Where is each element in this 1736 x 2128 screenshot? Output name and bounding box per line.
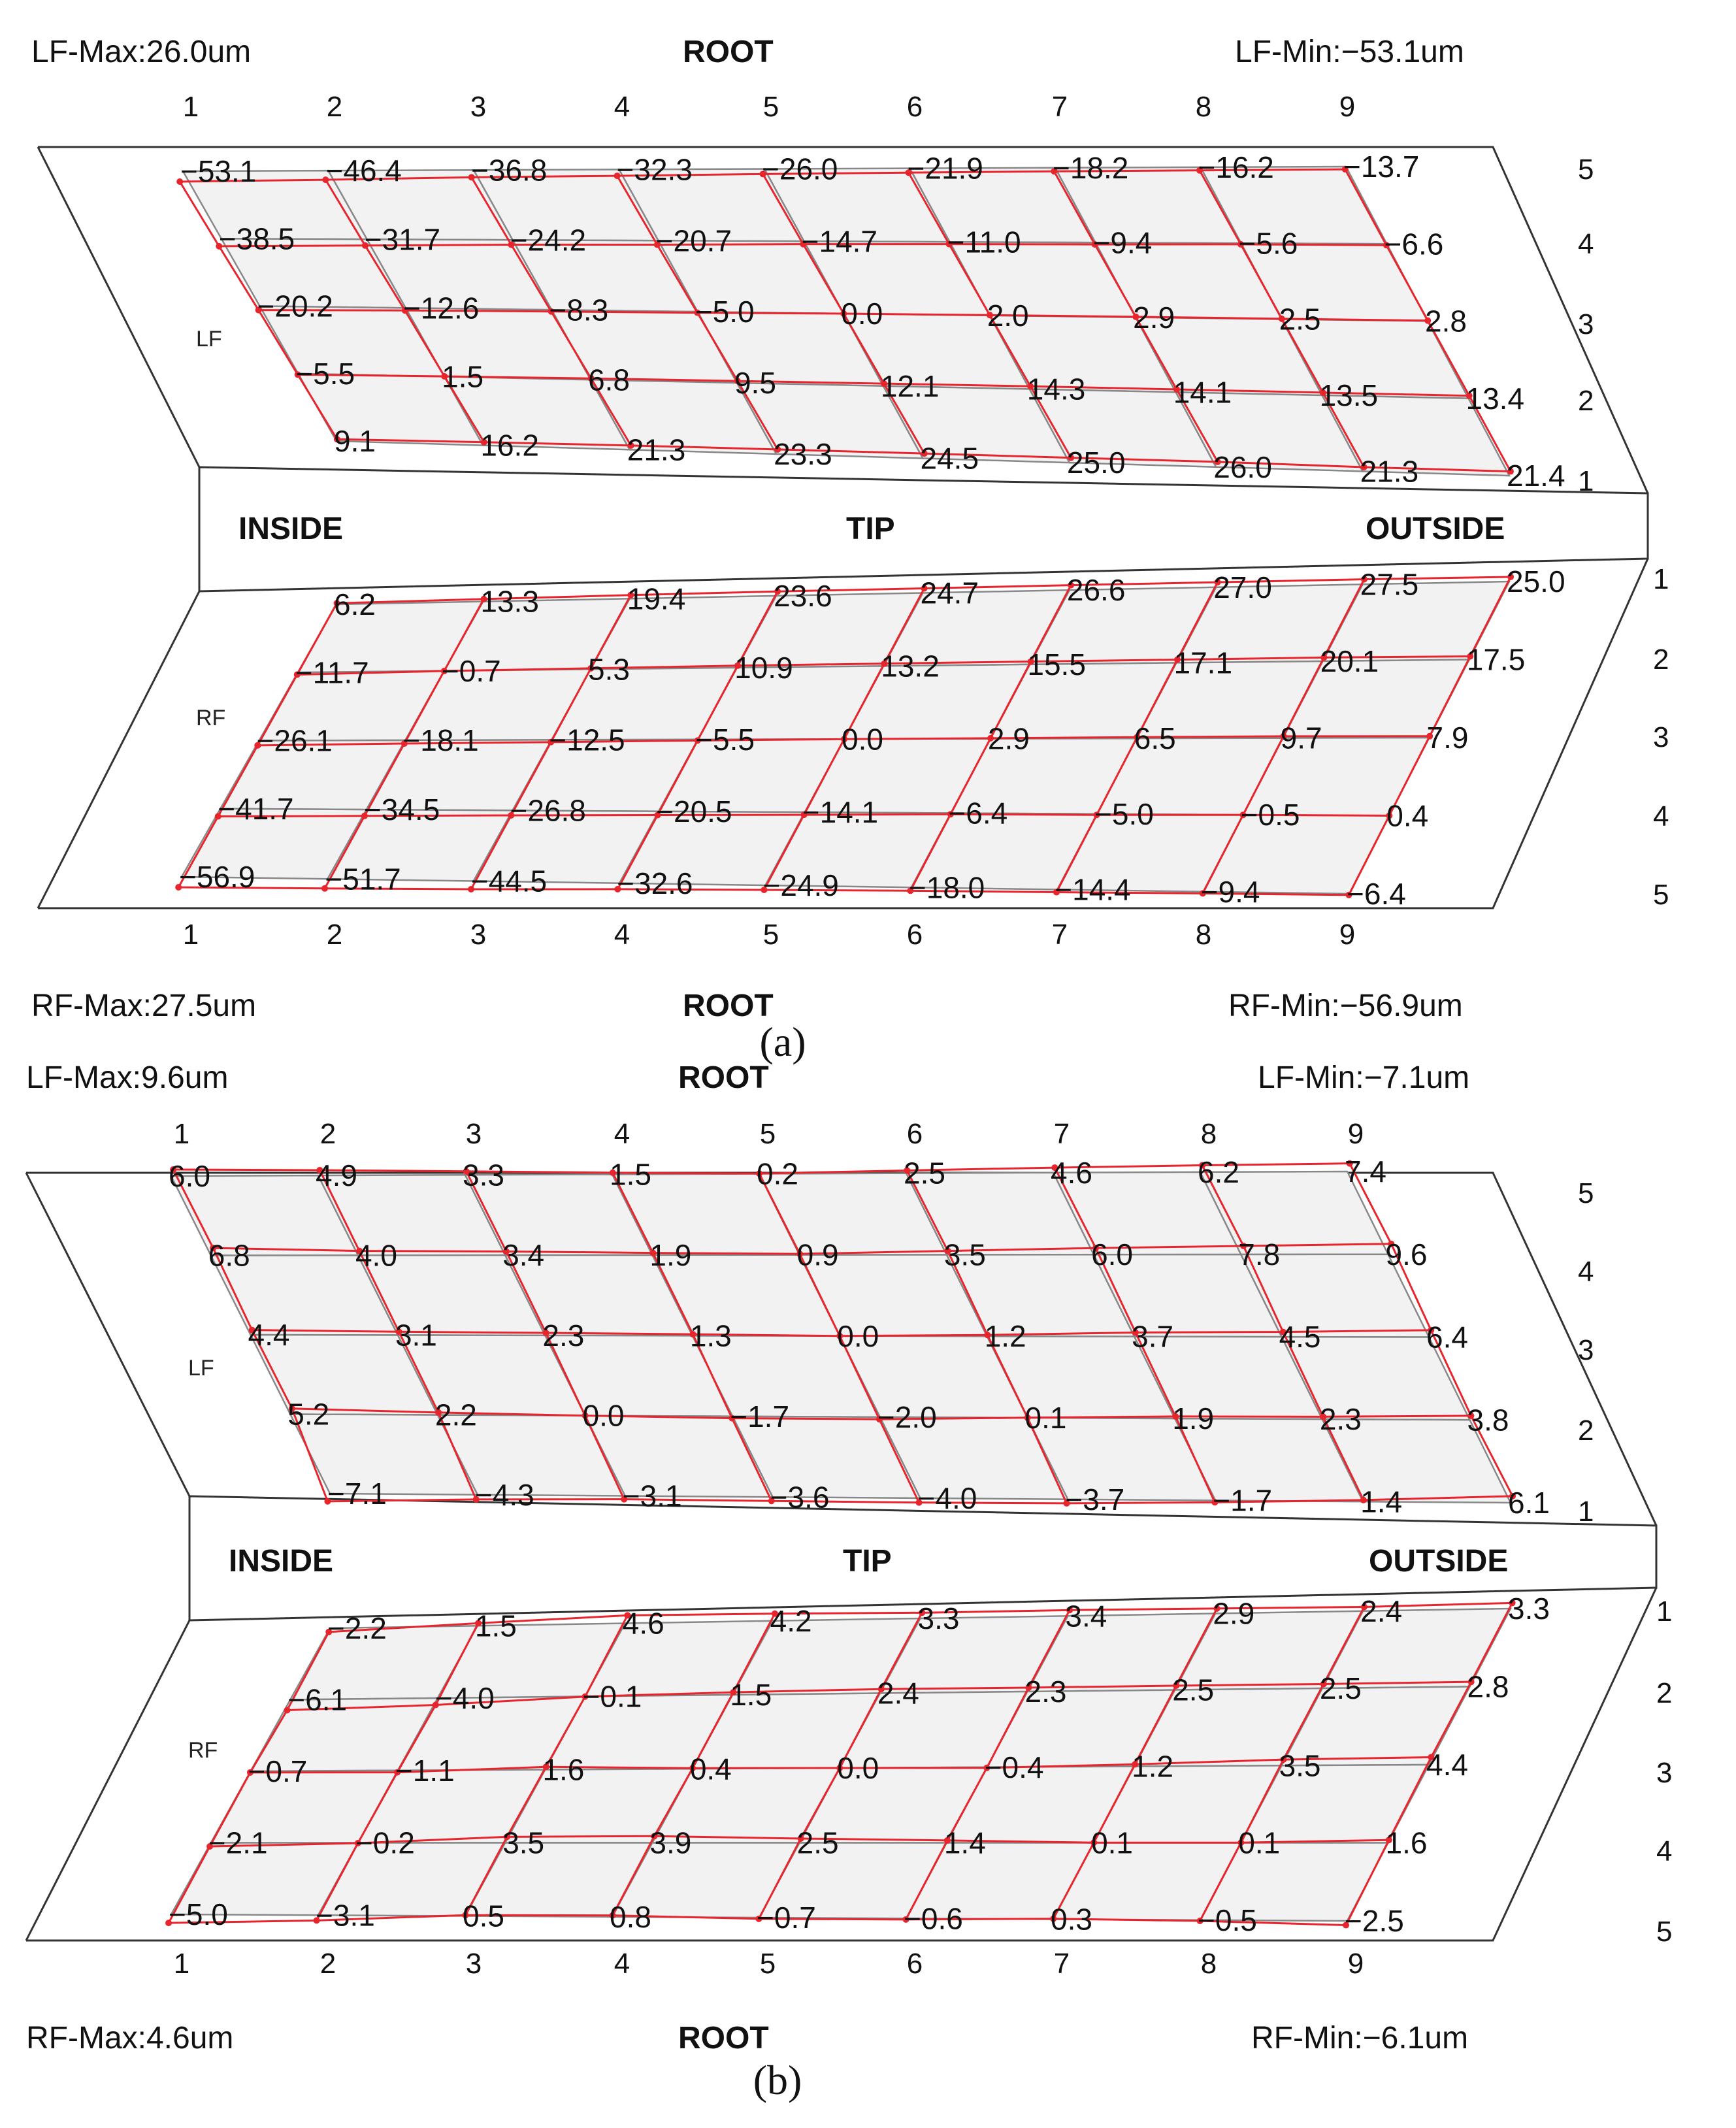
column-number-top: 7 (1053, 1118, 1070, 1150)
panel-a-lf-value-label: 1.5 (442, 359, 484, 394)
panel-a-rf-value-label: −44.5 (470, 864, 548, 898)
panel-b-lf-value-label: 1.4 (1360, 1484, 1403, 1519)
panel-b-rf-value-label: 0.1 (1091, 1825, 1134, 1860)
panel-a-lf-value-label: −18.2 (1053, 150, 1129, 185)
panel-b-rf-value-label: 1.5 (474, 1609, 517, 1643)
panel-a-rf-value-label: −0.7 (441, 653, 501, 688)
panel-a-rf-label: RF (196, 706, 226, 730)
panel-b-rf-value-label: 3.9 (649, 1825, 692, 1860)
column-number-top: 8 (1195, 91, 1212, 123)
panel-b-caption: (b) (753, 2057, 802, 2103)
panel-b-rf-value-label: −2.2 (327, 1611, 387, 1645)
panel-a-rf-value-label: 27.0 (1213, 570, 1272, 604)
panel-b-lf-value-label: −7.1 (327, 1477, 387, 1511)
column-number-bottom: 9 (1347, 1948, 1364, 1980)
lf-row-number: 2 (1578, 1415, 1594, 1447)
lf-row-number: 1 (1578, 1496, 1594, 1528)
panel-b-lf-value-label: 0.9 (796, 1237, 839, 1272)
panel-a-rf-value-label: 0.0 (842, 722, 883, 757)
rf-row-number: 3 (1656, 1757, 1673, 1789)
panel-b-rf-value-label: 3.3 (1508, 1592, 1550, 1626)
panel-a-lf-value-label: −12.6 (402, 291, 480, 325)
panel-a-lf-grid (176, 150, 1565, 493)
panel-a-rf-value-label: −32.6 (617, 866, 693, 900)
lf-row-number: 4 (1578, 228, 1594, 260)
panel-b-rf-value-label: 1.6 (1385, 1825, 1428, 1860)
panel-a-lf-value-label: −8.3 (549, 293, 609, 327)
rf-row-number: 4 (1653, 800, 1669, 832)
column-number-bottom: 3 (470, 919, 487, 951)
panel-b-rf-value-label: 1.6 (542, 1752, 585, 1787)
panel-a-lf-max: LF-Max:26.0um (31, 35, 252, 69)
panel-b-lf-value-label: 0.1 (1024, 1400, 1067, 1435)
panel-b-lf-value-label: 3.3 (463, 1158, 504, 1192)
lf-row-number: 2 (1578, 385, 1594, 417)
panel-b-rf-value-label: 0.3 (1051, 1902, 1092, 1937)
panel-a-rf-value-label: −14.1 (802, 795, 879, 830)
panel-b-lf-value-label: −2.0 (877, 1400, 937, 1434)
panel-a-rf-value-label: −9.4 (1200, 874, 1260, 909)
panel-a-lf-value-label: −16.2 (1198, 150, 1274, 184)
panel-b-rf-value-label: −0.4 (984, 1750, 1044, 1784)
column-number-top: 3 (465, 1118, 482, 1150)
panel-a-band-inside: INSIDE (238, 512, 344, 546)
panel-a-lf-value-label: −11.0 (947, 225, 1021, 259)
panel-a-rf-value-label: 6.2 (334, 587, 376, 621)
panel-b-rf-value-label: −0.6 (904, 1901, 963, 1936)
panel-a-rf-value-label: −51.7 (325, 862, 401, 896)
column-number-top: 4 (614, 91, 631, 123)
panel-b-lf-grid (169, 1154, 1550, 1520)
column-number-bottom: 6 (906, 1948, 923, 1980)
panel-b-lf-value-label: 6.2 (1198, 1154, 1239, 1189)
panel-b-rf-max: RF-Max:4.6um (26, 2021, 234, 2055)
panel-a-lf-value-label: 25.0 (1066, 446, 1126, 480)
panel-b-lf-value-label: 0.2 (757, 1156, 798, 1191)
panel-a-lf-value-label: 21.3 (627, 433, 686, 467)
rf-row-number: 4 (1656, 1835, 1673, 1867)
panel-a-rf-value-label: −5.5 (695, 722, 755, 757)
panel-a-rf-value-label: −26.8 (510, 793, 586, 828)
lf-row-number: 3 (1578, 1334, 1594, 1366)
panel-a-rf-max: RF-Max:27.5um (31, 989, 257, 1023)
panel-b-lf-label: LF (188, 1356, 214, 1381)
column-number-bottom: 8 (1200, 1948, 1217, 1980)
panel-a-lf-value-label: −5.0 (695, 295, 755, 329)
column-number-bottom: 3 (465, 1948, 482, 1980)
panel-b-rf-value-label: 0.1 (1238, 1825, 1281, 1860)
column-number-bottom: 2 (319, 1948, 336, 1980)
panel-b-lf-value-label: 1.3 (689, 1318, 732, 1353)
panel-b-lf-value-label: 1.2 (984, 1319, 1026, 1354)
panel-a-rf-value-label: −24.9 (762, 868, 839, 902)
panel-b-lf-value-label: 4.6 (1051, 1155, 1092, 1190)
panel-a-lf-value-label: −9.4 (1092, 225, 1153, 260)
rf-row-number: 1 (1656, 1596, 1673, 1628)
panel-a-band-tip: TIP (846, 512, 895, 546)
panel-b-rf-min: RF-Min:−6.1um (1251, 2021, 1469, 2055)
column-number-top: 9 (1339, 91, 1356, 123)
panel-b-rf-value-label: −3.1 (316, 1898, 375, 1933)
panel-b-rf-value-label: 0.0 (837, 1751, 879, 1785)
panel-a-lf-value-label: −5.5 (295, 356, 355, 391)
panel-b-rf-value-label: 0.5 (463, 1899, 504, 1933)
panel-a-lf-value-label: 12.1 (880, 368, 940, 403)
panel-b-lf-value-label: −3.7 (1065, 1482, 1125, 1516)
panel-a-lf-value-label: 26.0 (1213, 450, 1272, 484)
panel-a-lf-value-label: −32.3 (616, 152, 693, 187)
panel-a-lf-value-label: 13.5 (1319, 378, 1379, 412)
panel-b-rf-value-label: 1.4 (943, 1825, 986, 1860)
panel-b-rf-value-label: 0.4 (689, 1752, 732, 1786)
panel-b-lf-value-label: 0.0 (837, 1318, 879, 1353)
panel-a-lf-value-label: 2.8 (1425, 304, 1467, 338)
panel-a-lf-value-label: −20.7 (655, 223, 732, 258)
column-number-bottom: 2 (326, 919, 343, 951)
column-number-bottom: 9 (1339, 919, 1356, 951)
column-number-top: 2 (326, 91, 343, 123)
panel-a-lf-label: LF (196, 327, 222, 352)
panel-a-rf-value-label: −6.4 (948, 796, 1008, 830)
panel-a-rf-value-label: 26.6 (1066, 573, 1126, 608)
panel-a-lf-value-label: 6.8 (588, 363, 631, 397)
panel-a-lf-value-label: −53.1 (180, 154, 257, 188)
panel-b-lf-value-label: 6.8 (208, 1238, 250, 1273)
panel-a (31, 35, 1669, 1065)
panel-b-lf-row-labels (1578, 1177, 1594, 1528)
panel-a-lf-min: LF-Min:−53.1um (1235, 35, 1464, 69)
panel-b-top-column-labels (174, 1118, 1364, 1150)
panel-b-rf-value-label: 2.8 (1467, 1669, 1509, 1704)
panel-b-rf-value-label: 4.4 (1426, 1748, 1468, 1782)
column-number-top: 1 (182, 91, 199, 123)
panel-b-lf-value-label: −3.6 (770, 1480, 830, 1514)
rf-row-number: 5 (1653, 879, 1669, 911)
column-number-top: 5 (762, 91, 779, 123)
panel-a-lf-value-label: 16.2 (480, 428, 539, 463)
panel-a-rf-value-label: 5.3 (588, 652, 630, 687)
panel-b (26, 1060, 1672, 2103)
panel-b-rf-value-label: −2.5 (1345, 1904, 1404, 1938)
panel-b-rf-value-label: 3.5 (1279, 1748, 1321, 1783)
panel-b-rf-value-label: 3.3 (917, 1601, 960, 1635)
lf-row-number: 1 (1578, 465, 1594, 497)
panel-a-lf-value-label: 21.3 (1360, 454, 1419, 489)
panel-b-lf-min: LF-Min:−7.1um (1258, 1060, 1470, 1095)
panel-b-lf-value-label: 3.8 (1467, 1403, 1509, 1437)
column-number-top: 9 (1347, 1118, 1364, 1150)
panel-a-rf-value-label: −14.4 (1055, 872, 1131, 907)
panel-b-rf-value-label: −0.1 (582, 1679, 642, 1714)
panel-a-rf-value-label: 17.5 (1466, 642, 1526, 677)
rf-row-number: 2 (1653, 644, 1669, 676)
panel-a-lf-value-label: 23.3 (774, 436, 832, 471)
panel-a-rf-value-label: −26.1 (256, 723, 333, 758)
rf-row-number: 5 (1656, 1916, 1673, 1948)
panel-a-rf-min: RF-Min:−56.9um (1228, 989, 1463, 1023)
panel-a-lf-value-label: −20.2 (257, 289, 333, 323)
column-number-top: 3 (470, 91, 487, 123)
panel-a-lf-value-label: −14.7 (801, 224, 878, 259)
panel-b-lf-value-label: 1.5 (610, 1157, 651, 1192)
panel-b-lf-value-label: 4.5 (1279, 1320, 1321, 1354)
panel-b-lf-value-label: −4.3 (474, 1477, 534, 1512)
panel-b-root-label-bottom: ROOT (678, 2021, 769, 2055)
panel-b-rf-value-label: −4.0 (434, 1681, 495, 1715)
panel-a-rf-value-label: 13.3 (480, 584, 539, 619)
column-number-top: 4 (614, 1118, 631, 1150)
panel-a-lf-value-label: −21.9 (907, 151, 983, 186)
panel-a-rf-value-label: −11.7 (295, 655, 369, 690)
panel-a-rf-value-label: −18.0 (908, 870, 985, 905)
panel-a-lf-value-label: 14.3 (1026, 372, 1086, 406)
panel-b-lf-value-label: 7.8 (1238, 1237, 1281, 1271)
column-number-top: 8 (1200, 1118, 1217, 1150)
panel-b-rf-value-label: −0.5 (1198, 1903, 1257, 1937)
panel-b-lf-value-label: 6.4 (1426, 1320, 1468, 1354)
column-number-bottom: 4 (614, 919, 631, 951)
lf-row-number: 5 (1578, 154, 1594, 186)
panel-b-lf-value-label: 3.1 (395, 1318, 437, 1352)
panel-a-rf-row-labels (1653, 563, 1669, 911)
panel-a-bottom-column-labels (183, 919, 1355, 951)
column-number-top: 7 (1051, 91, 1068, 123)
panel-a-rf-value-label: 2.9 (987, 721, 1030, 756)
panel-a-caption: (a) (759, 1019, 806, 1065)
panel-a-lf-value-label: 9.5 (734, 366, 776, 400)
panel-b-lf-value-label: 4.0 (355, 1238, 397, 1273)
panel-b-rf-value-label: 2.4 (877, 1676, 919, 1711)
panel-a-rf-value-label: 10.9 (734, 650, 793, 685)
panel-a-lf-value-label: 21.4 (1507, 459, 1565, 493)
panel-a-rf-value-label: −5.0 (1094, 796, 1154, 831)
panel-a-top-column-labels (183, 91, 1355, 123)
panel-a-rf-value-label: −12.5 (549, 723, 625, 757)
panel-a-rf-value-label: −34.5 (363, 793, 440, 827)
panel-b-rf-value-label: 2.5 (796, 1825, 839, 1860)
panel-a-lf-value-label: −46.4 (325, 154, 402, 188)
panel-b-rf-value-label: −0.2 (355, 1825, 415, 1860)
panel-b-lf-value-label: −4.0 (917, 1481, 977, 1515)
panel-b-rf-value-label: 2.9 (1213, 1596, 1255, 1631)
panel-a-rf-value-label: −20.5 (656, 794, 732, 828)
panel-b-lf-value-label: 2.3 (542, 1318, 585, 1352)
panel-b-lf-value-label: 4.4 (248, 1318, 290, 1352)
column-number-top: 2 (319, 1118, 336, 1150)
panel-b-lf-value-label: 2.2 (434, 1398, 477, 1432)
panel-b-lf-value-label: 1.9 (649, 1237, 692, 1272)
panel-a-rf-value-label: 17.1 (1173, 646, 1233, 680)
panel-b-lf-value-label: 3.5 (943, 1237, 986, 1272)
panel-a-lf-value-label: 2.5 (1279, 302, 1321, 336)
rf-row-number: 3 (1653, 721, 1669, 753)
panel-b-rf-value-label: −0.7 (757, 1901, 816, 1935)
panel-b-rf-row-labels (1656, 1596, 1672, 1948)
panel-b-band-tip: TIP (843, 1544, 892, 1579)
panel-a-rf-value-label: 6.5 (1134, 721, 1176, 756)
panel-b-rf-value-label: −0.7 (248, 1754, 308, 1788)
panel-b-lf-value-label: 6.0 (1091, 1237, 1134, 1272)
panel-b-lf-value-label: 1.9 (1172, 1401, 1215, 1436)
lf-row-number: 3 (1578, 308, 1594, 340)
rf-row-number: 2 (1656, 1677, 1673, 1709)
panel-b-rf-value-label: −2.1 (208, 1825, 268, 1860)
panel-b-rf-value-label: 1.2 (1132, 1749, 1174, 1784)
panel-b-band-inside: INSIDE (229, 1544, 334, 1579)
panel-b-lf-value-label: 5.2 (287, 1397, 330, 1432)
column-number-top: 6 (906, 1118, 923, 1150)
panel-a-lf-value-label: −24.2 (510, 223, 587, 257)
panel-b-lf-value-label: 3.7 (1132, 1319, 1174, 1354)
panel-b-bottom-column-labels (174, 1948, 1364, 1980)
panel-b-rf-value-label: 2.5 (1172, 1673, 1215, 1707)
panel-b-rf-value-label: 4.2 (770, 1603, 812, 1638)
lf-row-number: 5 (1578, 1177, 1594, 1209)
panel-a-lf-value-label: 9.1 (334, 424, 376, 458)
panel-b-rf-value-label: −1.1 (395, 1753, 455, 1788)
panel-b-lf-value-label: 7.4 (1345, 1154, 1386, 1188)
panel-a-rf-value-label: −18.1 (402, 723, 479, 757)
panel-b-rf-value-label: 4.6 (622, 1606, 664, 1641)
panel-a-rf-value-label: 23.6 (774, 578, 832, 613)
panel-a-lf-value-label: 0.0 (841, 297, 883, 331)
column-number-bottom: 6 (906, 919, 923, 951)
panel-b-lf-value-label: 3.4 (502, 1238, 545, 1273)
panel-a-lf-value-label: −5.6 (1238, 226, 1298, 261)
panel-a-rf-value-label: −0.5 (1240, 798, 1300, 832)
panel-a-lf-value-label: −38.5 (218, 221, 295, 256)
panel-b-band-outside: OUTSIDE (1369, 1544, 1509, 1579)
column-number-top: 6 (906, 91, 923, 123)
panel-a-rf-grid (175, 565, 1565, 911)
panel-b-lf-value-label: 9.6 (1385, 1237, 1428, 1271)
panel-a-rf-value-label: 20.1 (1320, 644, 1379, 678)
panel-b-rf-grid (165, 1592, 1550, 1938)
column-number-bottom: 5 (759, 1948, 776, 1980)
panel-b-rf-label: RF (188, 1738, 218, 1763)
column-number-bottom: 1 (182, 919, 199, 951)
panel-a-lf-row-labels (1578, 154, 1594, 497)
panel-a-rf-value-label: −41.7 (218, 791, 294, 826)
column-number-top: 5 (759, 1118, 776, 1150)
panel-a-rf-value-label: −56.9 (179, 860, 255, 894)
column-number-bottom: 8 (1195, 919, 1212, 951)
column-number-top: 1 (173, 1118, 190, 1150)
panel-a-lf-value-label: 14.1 (1173, 375, 1232, 410)
panel-b-lf-value-label: 0.0 (582, 1398, 625, 1433)
column-number-bottom: 7 (1053, 1948, 1070, 1980)
panel-b-lf-value-label: −3.1 (622, 1479, 682, 1513)
panel-a-lf-value-label: 13.4 (1466, 381, 1525, 416)
panel-a-rf-value-label: 7.9 (1426, 721, 1469, 755)
panel-b-rf-value-label: 0.8 (610, 1899, 651, 1934)
panel-a-lf-value-label: −36.8 (471, 153, 548, 188)
panel-a-rf-value-label: 9.7 (1280, 721, 1322, 755)
panel-a-lf-value-label: −6.6 (1384, 227, 1444, 261)
panel-b-lf-value-label: −1.7 (730, 1399, 790, 1433)
panel-b-lf-value-label: −1.7 (1213, 1483, 1273, 1518)
panel-b-lf-value-label: 2.5 (904, 1156, 945, 1190)
panel-a-lf-value-label: 24.5 (920, 441, 979, 476)
panel-b-lf-value-label: 4.9 (316, 1158, 357, 1193)
panel-a-rf-value-label: 27.5 (1360, 567, 1419, 602)
panel-a-band-outside: OUTSIDE (1366, 512, 1505, 546)
panel-b-rf-value-label: 2.4 (1360, 1594, 1403, 1628)
column-number-bottom: 1 (173, 1948, 190, 1980)
panel-b-rf-value-label: −6.1 (287, 1682, 348, 1717)
panel-a-root-label-top: ROOT (683, 35, 774, 69)
panel-b-lf-max: LF-Max:9.6um (26, 1060, 229, 1095)
column-number-bottom: 5 (762, 919, 779, 951)
panel-a-rf-value-label: 19.4 (627, 581, 686, 616)
panel-b-rf-value-label: 3.5 (502, 1825, 545, 1860)
panel-a-rf-value-label: 25.0 (1507, 565, 1565, 598)
panel-b-rf-value-label: 1.5 (730, 1678, 772, 1712)
panel-a-lf-value-label: −26.0 (762, 152, 838, 186)
panel-a-rf-value-label: 13.2 (881, 649, 940, 683)
panel-a-root-label-bottom: ROOT (683, 989, 774, 1023)
panel-a-lf-value-label: −13.7 (1343, 150, 1420, 184)
column-number-bottom: 7 (1051, 919, 1068, 951)
panel-a-rf-value-label: −6.4 (1347, 877, 1406, 911)
panel-b-lf-value-label: 2.3 (1319, 1402, 1362, 1437)
panel-a-rf-value-label: 24.7 (920, 576, 979, 610)
panel-b-lf-value-label: 6.1 (1508, 1486, 1550, 1520)
panel-b-rf-value-label: 2.5 (1319, 1671, 1362, 1705)
panel-a-rf-value-label: 0.4 (1386, 798, 1429, 833)
panel-b-rf-value-label: 2.3 (1024, 1675, 1067, 1709)
panel-b-lf-value-label: 6.0 (169, 1159, 210, 1193)
panel-a-lf-value-label: 2.0 (987, 298, 1029, 333)
column-number-bottom: 4 (614, 1948, 631, 1980)
panel-b-rf-value-label: −5.0 (169, 1897, 228, 1931)
lf-row-number: 4 (1578, 1256, 1594, 1288)
panel-b-rf-value-label: 3.4 (1065, 1599, 1107, 1633)
panel-a-rf-value-label: 15.5 (1027, 647, 1086, 681)
panel-a-lf-value-label: 2.9 (1133, 300, 1175, 335)
rf-row-number: 1 (1653, 563, 1669, 595)
panel-b-root-label-top: ROOT (678, 1060, 769, 1095)
panel-a-lf-value-label: −31.7 (364, 222, 441, 257)
